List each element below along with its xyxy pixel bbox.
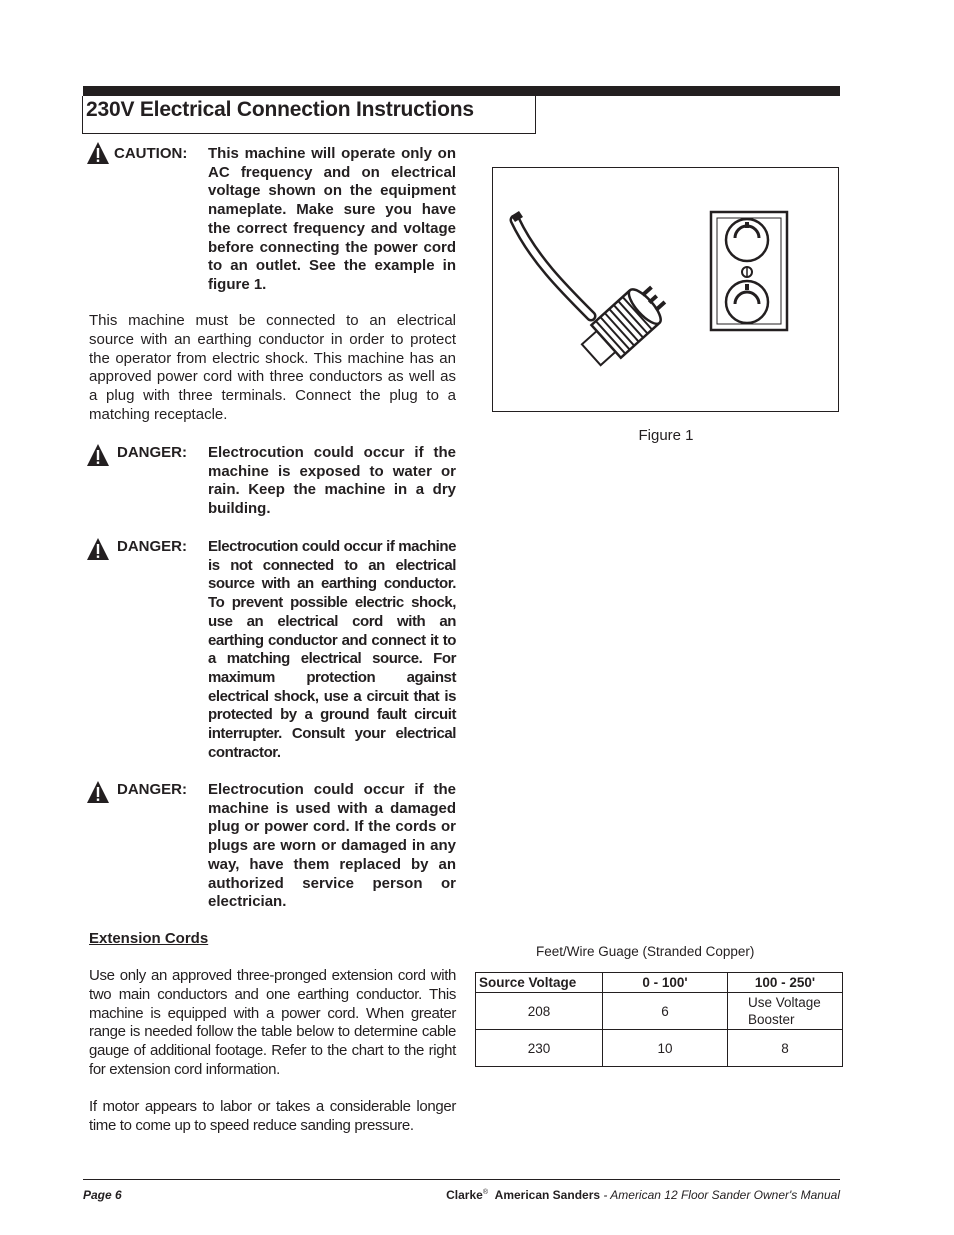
extension-cords-heading: Extension Cords bbox=[89, 930, 209, 947]
caution-label: CAUTION: bbox=[114, 145, 188, 162]
motor-paragraph: If motor appears to labor or takes a considerable longer time to come up to speed reduce sanding pressure. bbox=[89, 1098, 456, 1134]
table-cell: 8 bbox=[728, 1030, 843, 1067]
column-header: 0 - 100' bbox=[603, 973, 728, 993]
danger-label: DANGER: bbox=[117, 444, 187, 461]
table-cell: 10 bbox=[603, 1030, 728, 1067]
figure-1-frame bbox=[492, 167, 839, 412]
danger-label: DANGER: bbox=[117, 538, 187, 555]
table-header-row bbox=[476, 973, 843, 993]
footer-brand: Clarke bbox=[446, 1188, 483, 1202]
caution-text: This machine will operate only on AC frequency and on electrical voltage shown on the equipment nameplate. Make sure you have the correct frequency and voltage before connecting the power cord to an outlet. See the example in figure 1. bbox=[208, 145, 456, 293]
warning-triangle-icon bbox=[86, 141, 110, 165]
table-cell: Use Voltage Booster bbox=[728, 993, 843, 1030]
danger-text: Electrocution could occur if machine is not connected to an electrical source with an earthing conductor. To prevent possible electric shock, use an electrical cord with an earthing conductor and connect it to a matching electrical source. For maximum protection against electrical shock, use a circuit that is protected by a ground fault circuit interrupter. Consult your electrical contractor. bbox=[208, 538, 456, 761]
footer-manual-title bbox=[446, 1188, 840, 1202]
intro-paragraph: This machine must be connected to an electrical source with an earthing conductor in order to protect the operator from electric shock. This machine has an approved power cord with three conductors as well as a plug with three terminals. Connect the plug to a matching receptacle. bbox=[89, 312, 456, 423]
plug-and-receptacle-illustration bbox=[493, 168, 837, 410]
registered-mark: ® bbox=[482, 1189, 488, 1196]
page-title: 230V Electrical Connection Instructions bbox=[86, 98, 474, 121]
table-cell: 6 bbox=[603, 993, 728, 1030]
column-header: 100 - 250' bbox=[728, 973, 843, 993]
danger-text: Electrocution could occur if the machine is used with a damaged plug or power cord. If the cords or plugs are worn or damaged in any way, have them replaced by an authorized service person or electrician. bbox=[208, 781, 456, 911]
warning-triangle-icon bbox=[86, 443, 110, 467]
footer-rule bbox=[83, 1179, 840, 1180]
figure-caption: Figure 1 bbox=[638, 427, 694, 444]
warning-triangle-icon bbox=[86, 780, 110, 804]
warning-triangle-icon bbox=[86, 537, 110, 561]
danger-label: DANGER: bbox=[117, 781, 187, 798]
table-row bbox=[476, 993, 843, 1030]
danger-text: Electrocution could occur if the machine is exposed to water or rain. Keep the machine in a dry building. bbox=[208, 444, 456, 518]
table-row bbox=[476, 1030, 843, 1067]
footer-manual: - American 12 Floor Sander Owner's Manual bbox=[600, 1188, 840, 1202]
header-rule bbox=[83, 86, 840, 96]
footer-company: American Sanders bbox=[494, 1188, 601, 1202]
table-caption: Feet/Wire Guage (Stranded Copper) bbox=[536, 944, 755, 959]
extension-paragraph: Use only an approved three-pronged extension cord with two main conductors and one earthing conductor. This machine is equipped with a power cord. When greater range is needed follow the table below to determine cable gauge of additional footage. Refer to the chart to the right for extension cord information. bbox=[89, 967, 456, 1078]
page-number: Page 6 bbox=[83, 1188, 122, 1202]
table-cell: 208 bbox=[476, 993, 603, 1030]
table-cell: 230 bbox=[476, 1030, 603, 1067]
extension-cord-table bbox=[475, 972, 843, 1067]
column-header: Source Voltage bbox=[476, 973, 603, 993]
